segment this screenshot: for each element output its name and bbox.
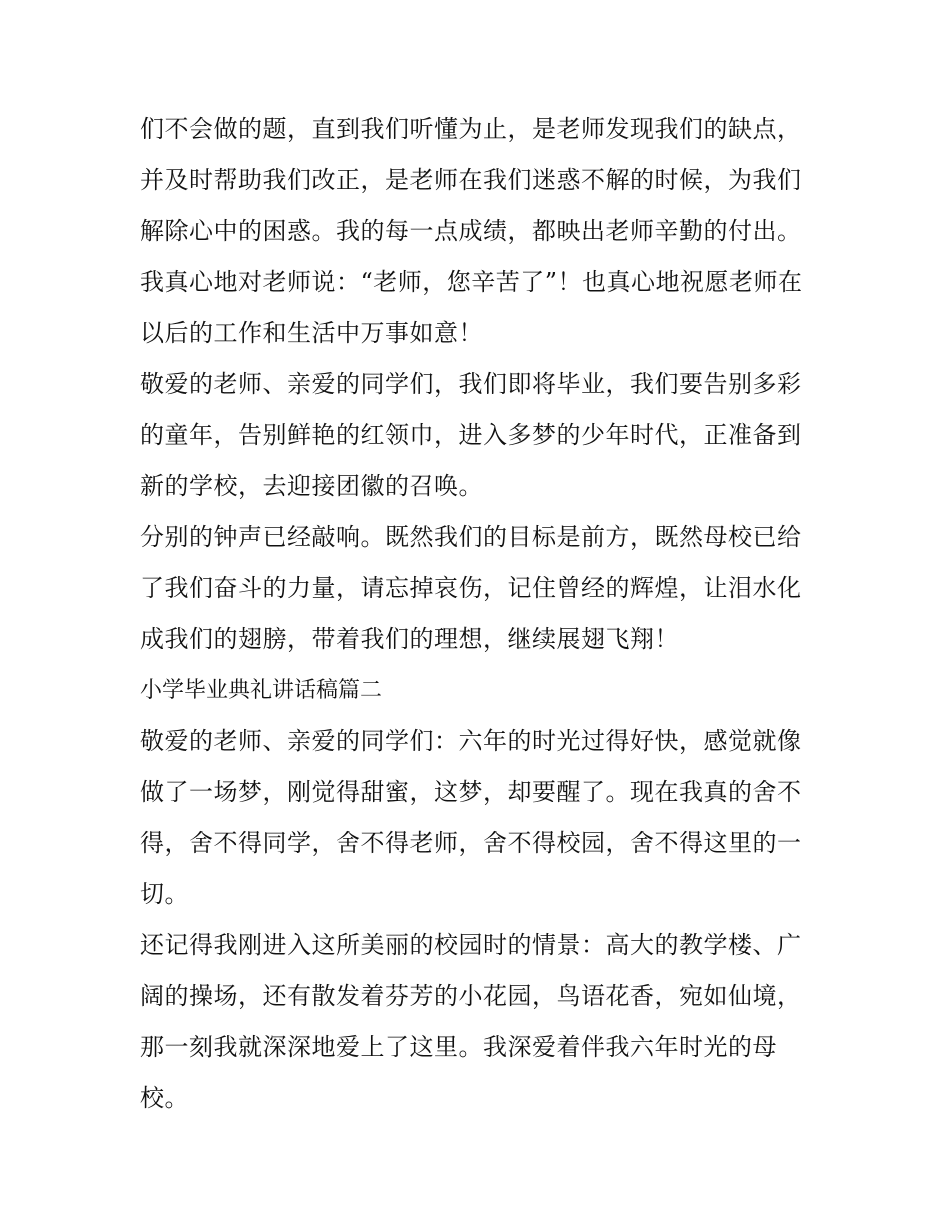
text-line: 敬爱的老师、亲爱的同学们：六年的时光过得好快，感觉就像 <box>140 727 802 755</box>
text-line: 阔的操场，还有散发着芬芳的小花园，鸟语花香，宛如仙境， <box>140 982 802 1010</box>
text-line: 的童年，告别鲜艳的红领巾，进入多梦的少年时代，正准备到 <box>140 421 802 449</box>
text-line: 敬爱的老师、亲爱的同学们，我们即将毕业，我们要告别多彩 <box>140 370 802 398</box>
text-line: 得，舍不得同学，舍不得老师，舍不得校园，舍不得这里的一 <box>140 829 802 857</box>
text-line: 新的学校，去迎接团徽的召唤。 <box>140 472 483 500</box>
text-line: 成我们的翅膀，带着我们的理想，继续展翅飞翔！ <box>140 625 679 653</box>
text-line: 解除心中的困惑。我的每一点成绩，都映出老师辛勤的付出。 <box>140 217 802 245</box>
section-heading: 小学毕业典礼讲话稿篇二 <box>140 678 383 703</box>
text-line: 那一刻我就深深地爱上了这里。我深爱着伴我六年时光的母 <box>140 1033 777 1061</box>
text-line: 分别的钟声已经敲响。既然我们的目标是前方，既然母校已给 <box>140 523 802 551</box>
text-line: 还记得我刚进入这所美丽的校园时的情景：高大的教学楼、广 <box>140 931 802 959</box>
text-line: 并及时帮助我们改正，是老师在我们迷惑不解的时候，为我们 <box>140 166 802 194</box>
text-line: 切。 <box>140 880 189 908</box>
document-body <box>140 104 820 1124</box>
text-line: 校。 <box>140 1084 189 1112</box>
text-line: 以后的工作和生活中万事如意！ <box>140 319 483 347</box>
text-line: 做了一场梦，刚觉得甜蜜，这梦，却要醒了。现在我真的舍不 <box>140 778 802 806</box>
text-line: 我真心地对老师说：“老师，您辛苦了”！也真心地祝愿老师在 <box>140 268 803 296</box>
text-line: 们不会做的题，直到我们听懂为止，是老师发现我们的缺点， <box>140 115 802 143</box>
text-line: 了我们奋斗的力量，请忘掉哀伤，记住曾经的辉煌，让泪水化 <box>140 574 802 602</box>
